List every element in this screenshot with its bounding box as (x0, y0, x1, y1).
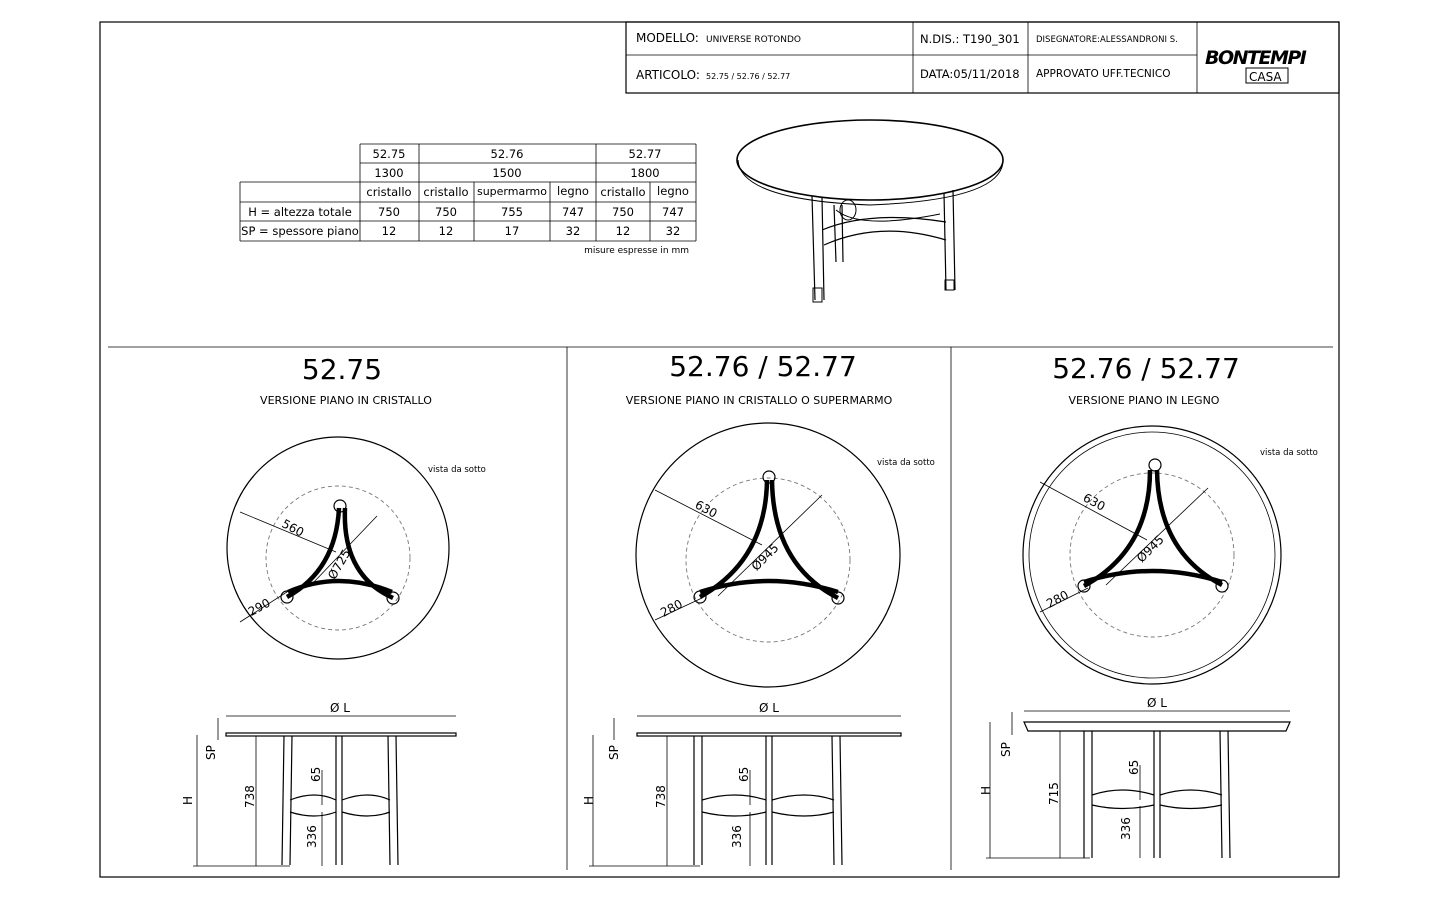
units-note: misure espresse in mm (584, 246, 689, 256)
dim-label: 738 (654, 785, 668, 808)
table-perspective-illustration (737, 120, 1003, 302)
table-cell: 32 (665, 224, 681, 238)
material-cell: supermarmo (476, 185, 548, 198)
view-note: vista da sotto (1260, 448, 1318, 458)
plan-view-underside (227, 437, 449, 659)
table-cell: 12 (438, 224, 454, 238)
dim-label: Ø L (330, 701, 350, 715)
dim-label: 65 (737, 766, 751, 782)
dim-label: 336 (305, 825, 319, 848)
panel-code: 52.75 (301, 353, 383, 386)
dim-label: H (582, 795, 596, 805)
elevation-view (582, 701, 901, 866)
spec-table (240, 144, 696, 256)
plan-view-underside (1023, 426, 1281, 684)
modello-label: MODELLO: (636, 31, 699, 45)
table-cell: 755 (501, 205, 523, 219)
articolo-label: ARTICOLO: (636, 68, 700, 82)
article-52-75: 52.75 (372, 147, 406, 161)
panel-caption: VERSIONE PIANO IN CRISTALLO (260, 394, 432, 407)
plan-view-underside (636, 423, 900, 687)
row-label-thickness: SP = spessore piano (241, 224, 359, 238)
material-cell: legno (557, 184, 589, 198)
view-note: vista da sotto (428, 465, 486, 475)
approval: APPROVATO UFF.TECNICO (1036, 68, 1171, 80)
designer: DISEGNATORE:ALESSANDRONI S. (1036, 35, 1178, 45)
material-cell: legno (657, 184, 689, 198)
dim-label: SP (999, 742, 1013, 757)
svg-text:CASA: CASA (1249, 70, 1282, 84)
dim-label: 560 (279, 516, 307, 540)
elevation-view (979, 696, 1290, 858)
table-cell: 17 (504, 224, 520, 238)
view-note: vista da sotto (877, 458, 935, 468)
dim-label: 280 (658, 596, 685, 620)
dim-label: 280 (1044, 587, 1071, 611)
elevation-view (181, 701, 456, 866)
material-cell: cristallo (366, 185, 412, 199)
panel-code: 52.76 / 52.77 (669, 350, 857, 383)
title-block (626, 22, 1339, 93)
drawing-number: N.DIS.: T190_301 (920, 32, 1020, 46)
diameter-1300: 1300 (374, 166, 404, 180)
dim-label: 336 (1119, 817, 1133, 840)
panel-52-75 (181, 353, 486, 866)
table-cell: 32 (565, 224, 581, 238)
diameter-1500: 1500 (492, 166, 522, 180)
panel-code: 52.76 / 52.77 (1052, 352, 1240, 385)
article-52-77: 52.77 (628, 147, 662, 161)
dim-label: Ø L (1147, 696, 1167, 710)
articolo-value: 52.75 / 52.76 / 52.77 (706, 72, 791, 81)
dim-label: Ø945 (748, 540, 782, 574)
dim-label: H (181, 795, 195, 805)
table-cell: 750 (378, 205, 400, 219)
dim-label: Ø725 (325, 546, 354, 582)
material-cell: cristallo (600, 185, 646, 199)
diameter-1800: 1800 (630, 166, 660, 180)
table-cell: 750 (435, 205, 457, 219)
panel-52-76-52-77-legno (979, 352, 1318, 858)
panel-52-76-52-77-cristallo (582, 350, 935, 866)
table-cell: 12 (381, 224, 397, 238)
table-cell: 750 (612, 205, 634, 219)
article-52-76: 52.76 (490, 147, 524, 161)
bontempi-casa-logo (1205, 47, 1307, 84)
dim-label: SP (607, 745, 621, 760)
drawing-date: DATA:05/11/2018 (920, 67, 1020, 81)
dim-label: Ø L (759, 701, 779, 715)
panel-caption: VERSIONE PIANO IN CRISTALLO O SUPERMARMO (625, 394, 893, 407)
modello-value: UNIVERSE ROTONDO (706, 35, 801, 45)
svg-text:BONTEMPI: BONTEMPI (1205, 47, 1306, 69)
dim-label: H (979, 785, 993, 795)
dim-label: 630 (692, 497, 720, 521)
table-cell: 747 (562, 205, 584, 219)
panel-caption: VERSIONE PIANO IN LEGNO (1068, 394, 1220, 407)
table-cell: 12 (615, 224, 631, 238)
dim-label: SP (204, 745, 218, 760)
material-cell: cristallo (423, 185, 469, 199)
dim-label: 65 (1127, 759, 1141, 775)
dim-label: 65 (309, 766, 323, 782)
table-cell: 747 (662, 205, 684, 219)
dim-label: Ø945 (1133, 532, 1167, 566)
dim-label: 336 (730, 825, 744, 848)
row-label-height: H = altezza totale (248, 205, 352, 219)
dim-label: 715 (1047, 782, 1061, 805)
dim-label: 630 (1080, 490, 1108, 514)
dim-label: 738 (243, 785, 257, 808)
dim-label: 290 (245, 595, 273, 619)
